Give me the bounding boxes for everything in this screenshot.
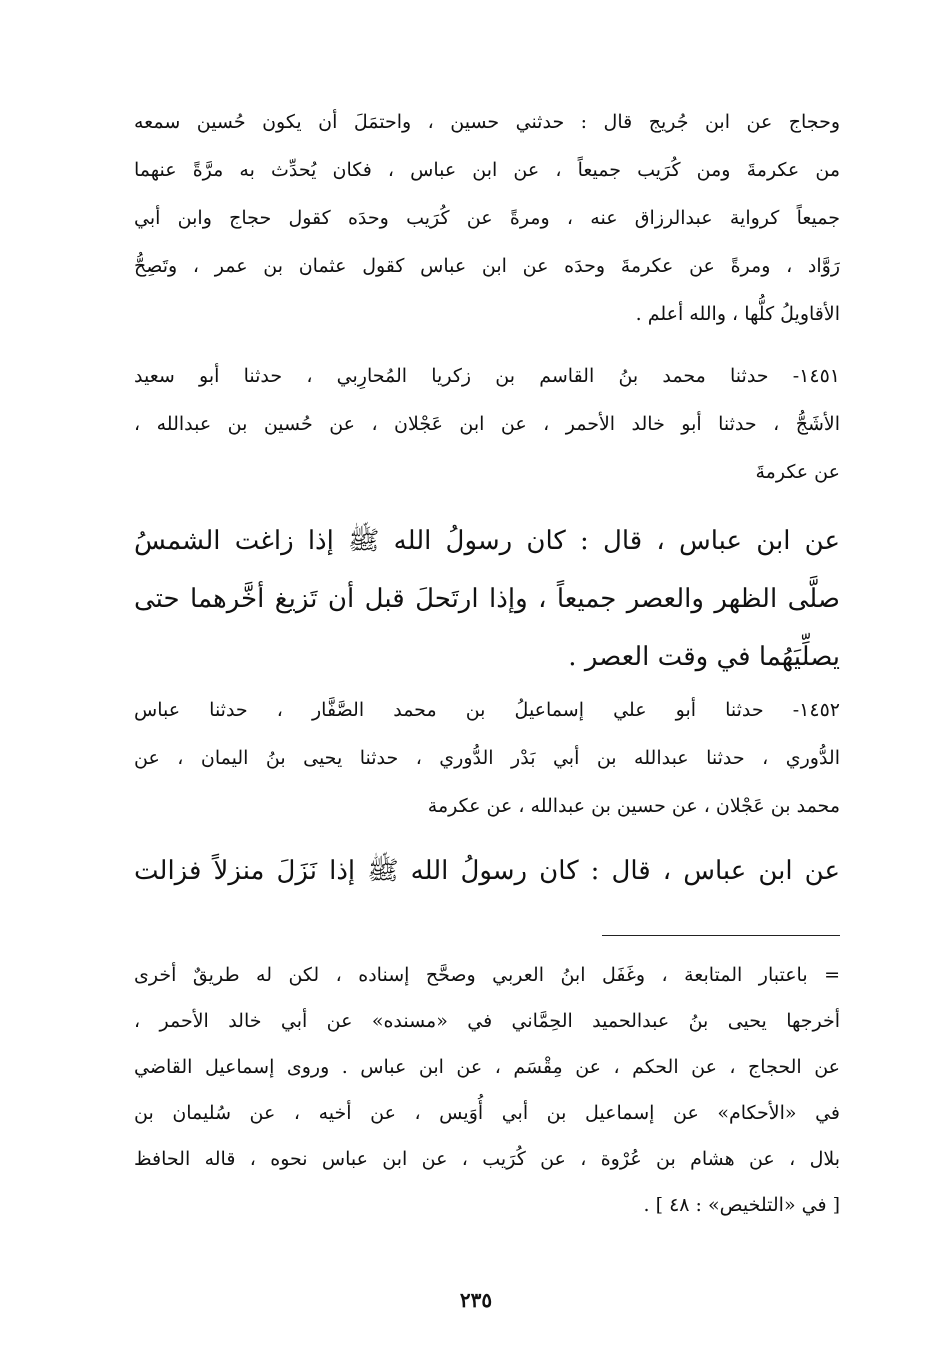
text-line: ١٤٥٢- حدثنا أبو علي إسماعيلُ بن محمد الصَّفَّار ، حدثنا عباس	[134, 699, 840, 721]
text-line: يصلِّيَهُما في وقت العصر .	[568, 642, 840, 672]
text-line: صلَّى الظهر والعصر جميعاً ، وإذا ارتَحلَ قبل أن تَزيغ أخَّرهما حتى	[134, 584, 840, 614]
hadith-1451-isnad	[134, 352, 840, 496]
text-line: محمد بن عَجْلان ، عن حسين بن عبدالله ، عن عكرمة	[427, 795, 840, 817]
footnote-divider	[602, 935, 840, 936]
text-line: الأشَجُّ ، حدثنا أبو خالد الأحمر ، عن ابن عَجْلان ، عن حُسين بن عبدالله ،	[134, 413, 840, 435]
paragraph-continuation	[134, 98, 840, 338]
footnote-line: عن الحجاج ، عن الحكم ، عن مِقْسَم ، عن ابن عباس . وروى إسماعيل القاضي	[134, 1056, 840, 1078]
hadith-1452-matn	[134, 842, 840, 900]
footnote-line: = باعتبار المتابعة ، وغَفَل ابنُ العربي وصحَّح إسناده ، لكن له طريقٌ أخرى	[134, 964, 840, 986]
footnote-line: بلال ، عن هشام بن عُرْوة ، عن كُرَيب ، عن ابن عباس نحوه ، قاله الحافظ	[134, 1148, 840, 1170]
text-line: جميعاً كرواية عبدالرزاق عنه ، ومرةً عن كُرَيب وحدَه كقول حجاج وابن أبي	[134, 207, 840, 229]
footnote-line: في «الأحكام» عن إسماعيل بن أبي أُوَيس ، عن أخيه ، عن سُليمان بن	[134, 1102, 840, 1124]
hadith-1452-isnad	[134, 686, 840, 830]
text-line: عن ابن عباس ، قال : كان رسولُ الله ﷺ إذا زاغت الشمسُ	[134, 526, 840, 556]
text-line: عن عكرمةَ	[755, 461, 840, 483]
footnote-line: [ في «التلخيص» : ٤٨ ] .	[643, 1194, 840, 1216]
hadith-1451-matn	[134, 512, 840, 686]
footnote	[134, 952, 840, 1228]
text-line: الأقاويلُ كلُّها ، والله أعلم .	[635, 303, 840, 325]
footnote-line: أخرجها يحيى بنُ عبدالحميد الحِمَّاني في «مسنده» عن أبي خالد الأحمر ،	[134, 1010, 840, 1032]
text-line: الدُّوري ، حدثنا عبدالله بن أبي بَدْر الدُّوري ، حدثنا يحيى بنُ اليمان ، عن	[134, 747, 840, 769]
text-line: رَوَّاد ، ومرةً عن عكرمةَ وحدَه عن ابن عباس كقول عثمان بن عمر ، وتَصِحُّ	[134, 255, 840, 277]
text-line: ١٤٥١- حدثنا محمد بنُ القاسم بن زكريا المُحارِبي ، حدثنا أبو سعيد	[134, 365, 840, 387]
text-line: وحجاج عن ابن جُريج قال : حدثني حسين ، واحتمَلَ أن يكون حُسين سمعه	[134, 111, 840, 133]
page-number: ٢٣٥	[459, 1288, 493, 1312]
text-line: من عكرمةَ ومن كُرَيب جميعاً ، عن ابن عباس ، فكان يُحدِّث به مرَّةً عنهما	[134, 159, 840, 181]
text-line: عن ابن عباس ، قال : كان رسولُ الله ﷺ إذا نَزَلَ منزلاً فزالت	[134, 856, 840, 886]
